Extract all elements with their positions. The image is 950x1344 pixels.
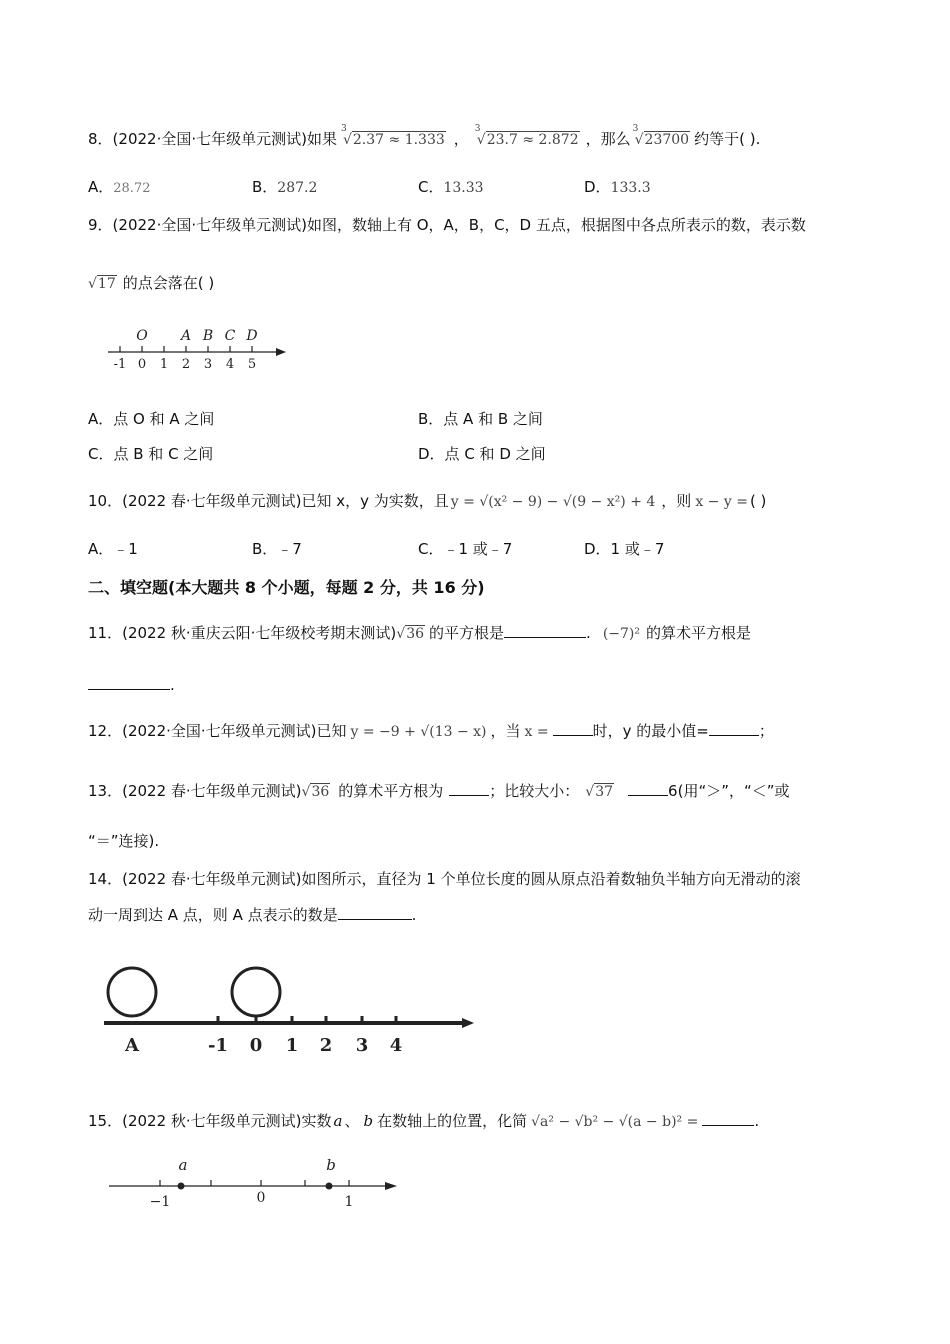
q14-axis-label: -1 — [208, 1035, 228, 1056]
q9-point-label: A — [180, 328, 192, 344]
q14-axis-label: 0 — [249, 1035, 263, 1056]
q15-ticks — [160, 1180, 349, 1186]
q14-axis-label: A — [125, 1035, 139, 1056]
q15-label-zero: 0 — [256, 1190, 266, 1206]
q14-axis-label: 1 — [285, 1035, 299, 1056]
q9-tick-label: -1 — [113, 357, 127, 372]
q9-stem-line2: √17 的点会落在( ) — [88, 274, 215, 292]
q8-option-c: C．13.33 — [418, 178, 484, 196]
q14-axis-label: 4 — [389, 1035, 403, 1056]
q15-label-one: 1 — [344, 1194, 354, 1210]
q15-label-a: a — [178, 1156, 188, 1174]
q9-option-a: A．点 O 和 A 之间 — [88, 410, 215, 428]
q15-expression: √a² − √b² − √(a − b)² = — [531, 1114, 699, 1130]
q8-cube-root-2: 3 √23.7 ≈ 2.872 — [474, 124, 579, 148]
q14-axis-labels — [124, 1035, 402, 1056]
q9-tick-labels — [114, 357, 256, 372]
q13-line2: “＝”连接). — [88, 832, 160, 850]
q9-point-labels — [136, 328, 257, 344]
q10-option-d: D．1 或﹣7 — [584, 540, 665, 558]
q15-label-b: b — [326, 1156, 336, 1174]
q9-tick-label: 3 — [203, 357, 213, 372]
q9-option-b: B．点 A 和 B 之间 — [418, 410, 543, 428]
q12-expression-2: x = — [524, 724, 549, 740]
q15-point-a — [178, 1183, 185, 1190]
q14-figure — [100, 955, 480, 1059]
q10-expression: y = √(x² − 9) − √(9 − x²) + 4 — [450, 494, 656, 510]
q11-line2: . — [88, 676, 175, 694]
q14-stem-line1: 14．(2022 春·七年级单元测试)如图所示，直径为 1 个单位长度的圆从原点沿着数轴负半轴方向无滑动的滚 — [88, 870, 801, 888]
q15-stem: 15．(2022 秋·七年级单元测试)实数 a 、 b 在数轴上的位置，化简 √a² − √b² − √(a − b)² = . — [88, 1112, 760, 1130]
q11-sqrt: √36 — [396, 626, 425, 642]
q11-blank-2[interactable] — [88, 677, 170, 690]
q9-tick-label: 1 — [159, 357, 169, 372]
q9-point-label: B — [202, 328, 214, 344]
q12-stem: 12．(2022·全国·七年级单元测试)已知 y = −9 + √(13 − x) ，当 x = 时，y 的最小值= ； — [88, 722, 774, 740]
q10-option-b: B．﹣7 — [252, 540, 302, 558]
q9-point-label: D — [246, 328, 258, 344]
q9-number-line — [100, 322, 290, 374]
q14-circle-at-origin — [232, 968, 280, 1016]
q15-label-minus-one: −1 — [149, 1194, 171, 1210]
q14-axis-label: 2 — [319, 1035, 333, 1056]
q8-stem: 8．(2022·全国·七年级单元测试)如果 3 √2.37 ≈ 1.333 ， 3 √23.7 ≈ 2.872 ，那么 3 √23700 约等于( ). — [88, 124, 761, 148]
q11-blank-1[interactable] — [504, 625, 586, 638]
q9-ticks — [120, 346, 252, 352]
q10-option-c: C．﹣1 或﹣7 — [418, 540, 513, 558]
q9-tick-label: 0 — [137, 357, 147, 372]
q9-sqrt: √17 — [88, 276, 116, 292]
q8-cube-root-1: 3 √2.37 ≈ 1.333 — [340, 124, 445, 148]
q13-sqrt-1: √36 — [301, 784, 330, 800]
q9-option-d: D．点 C 和 D 之间 — [418, 445, 546, 463]
q13-blank-2[interactable] — [628, 783, 668, 796]
q14-circle-at-a — [108, 968, 156, 1016]
q9-stem-line1: 9．(2022·全国·七年级单元测试)如图，数轴上有 O，A，B，C，D 五点，根据图中各点所表示的数，表示数 — [88, 216, 806, 234]
q15-axis-arrow — [385, 1182, 397, 1190]
q10-option-a: A．﹣1 — [88, 540, 138, 558]
q9-point-label: O — [136, 328, 148, 344]
q9-axis-arrow — [276, 348, 286, 356]
q13-blank-1[interactable] — [449, 783, 489, 796]
q13-sqrt-2: √37 — [585, 784, 614, 800]
q11-stem: 11．(2022 秋·重庆云阳·七年级校考期末测试)√36 的平方根是 . (−7)² 的算术平方根是 — [88, 624, 752, 642]
q8-cube-root-3: 3 √23700 — [632, 124, 690, 148]
q15-blank[interactable] — [702, 1113, 754, 1126]
q12-blank-2[interactable] — [709, 723, 759, 736]
q15-number-line — [105, 1150, 405, 1212]
q14-stem-line2: 动一周到达 A 点，则 A 点表示的数是 . — [88, 906, 417, 924]
q8-option-d: D．133.3 — [584, 178, 651, 196]
q11-expression: (−7)² — [602, 626, 641, 642]
section-2-title: 二、填空题(本大题共 8 个小题，每题 2 分，共 16 分) — [88, 578, 485, 597]
q9-option-c: C．点 B 和 C 之间 — [88, 445, 214, 463]
q9-point-label: C — [224, 328, 236, 344]
q8-stem-prefix: 8．(2022·全国·七年级单元测试)如果 — [88, 130, 337, 148]
q8-option-a: A．28.72 — [88, 178, 151, 196]
q14-axis-label: 3 — [355, 1035, 369, 1056]
q9-tick-label: 4 — [225, 357, 235, 372]
q12-blank-1[interactable] — [553, 723, 593, 736]
q14-axis-arrow — [462, 1018, 474, 1028]
q13-stem: 13．(2022 春·七年级单元测试)√36 的算术平方根为 ；比较大小： √37 6(用“＞”，“＜”或 — [88, 782, 790, 800]
q8-option-b: B．287.2 — [252, 178, 318, 196]
q15-point-b — [326, 1183, 333, 1190]
q10-expression-2: x − y = — [695, 494, 748, 510]
q9-tick-label: 5 — [247, 357, 257, 372]
q10-stem: 10．(2022 春·七年级单元测试)已知 x，y 为实数，且 y = √(x² − 9) − √(9 − x²) + 4 ，则 x − y = ( ) — [88, 492, 767, 510]
q9-tick-label: 2 — [181, 357, 191, 372]
q12-expression: y = −9 + √(13 − x) — [350, 724, 487, 740]
q14-blank[interactable] — [338, 907, 412, 920]
